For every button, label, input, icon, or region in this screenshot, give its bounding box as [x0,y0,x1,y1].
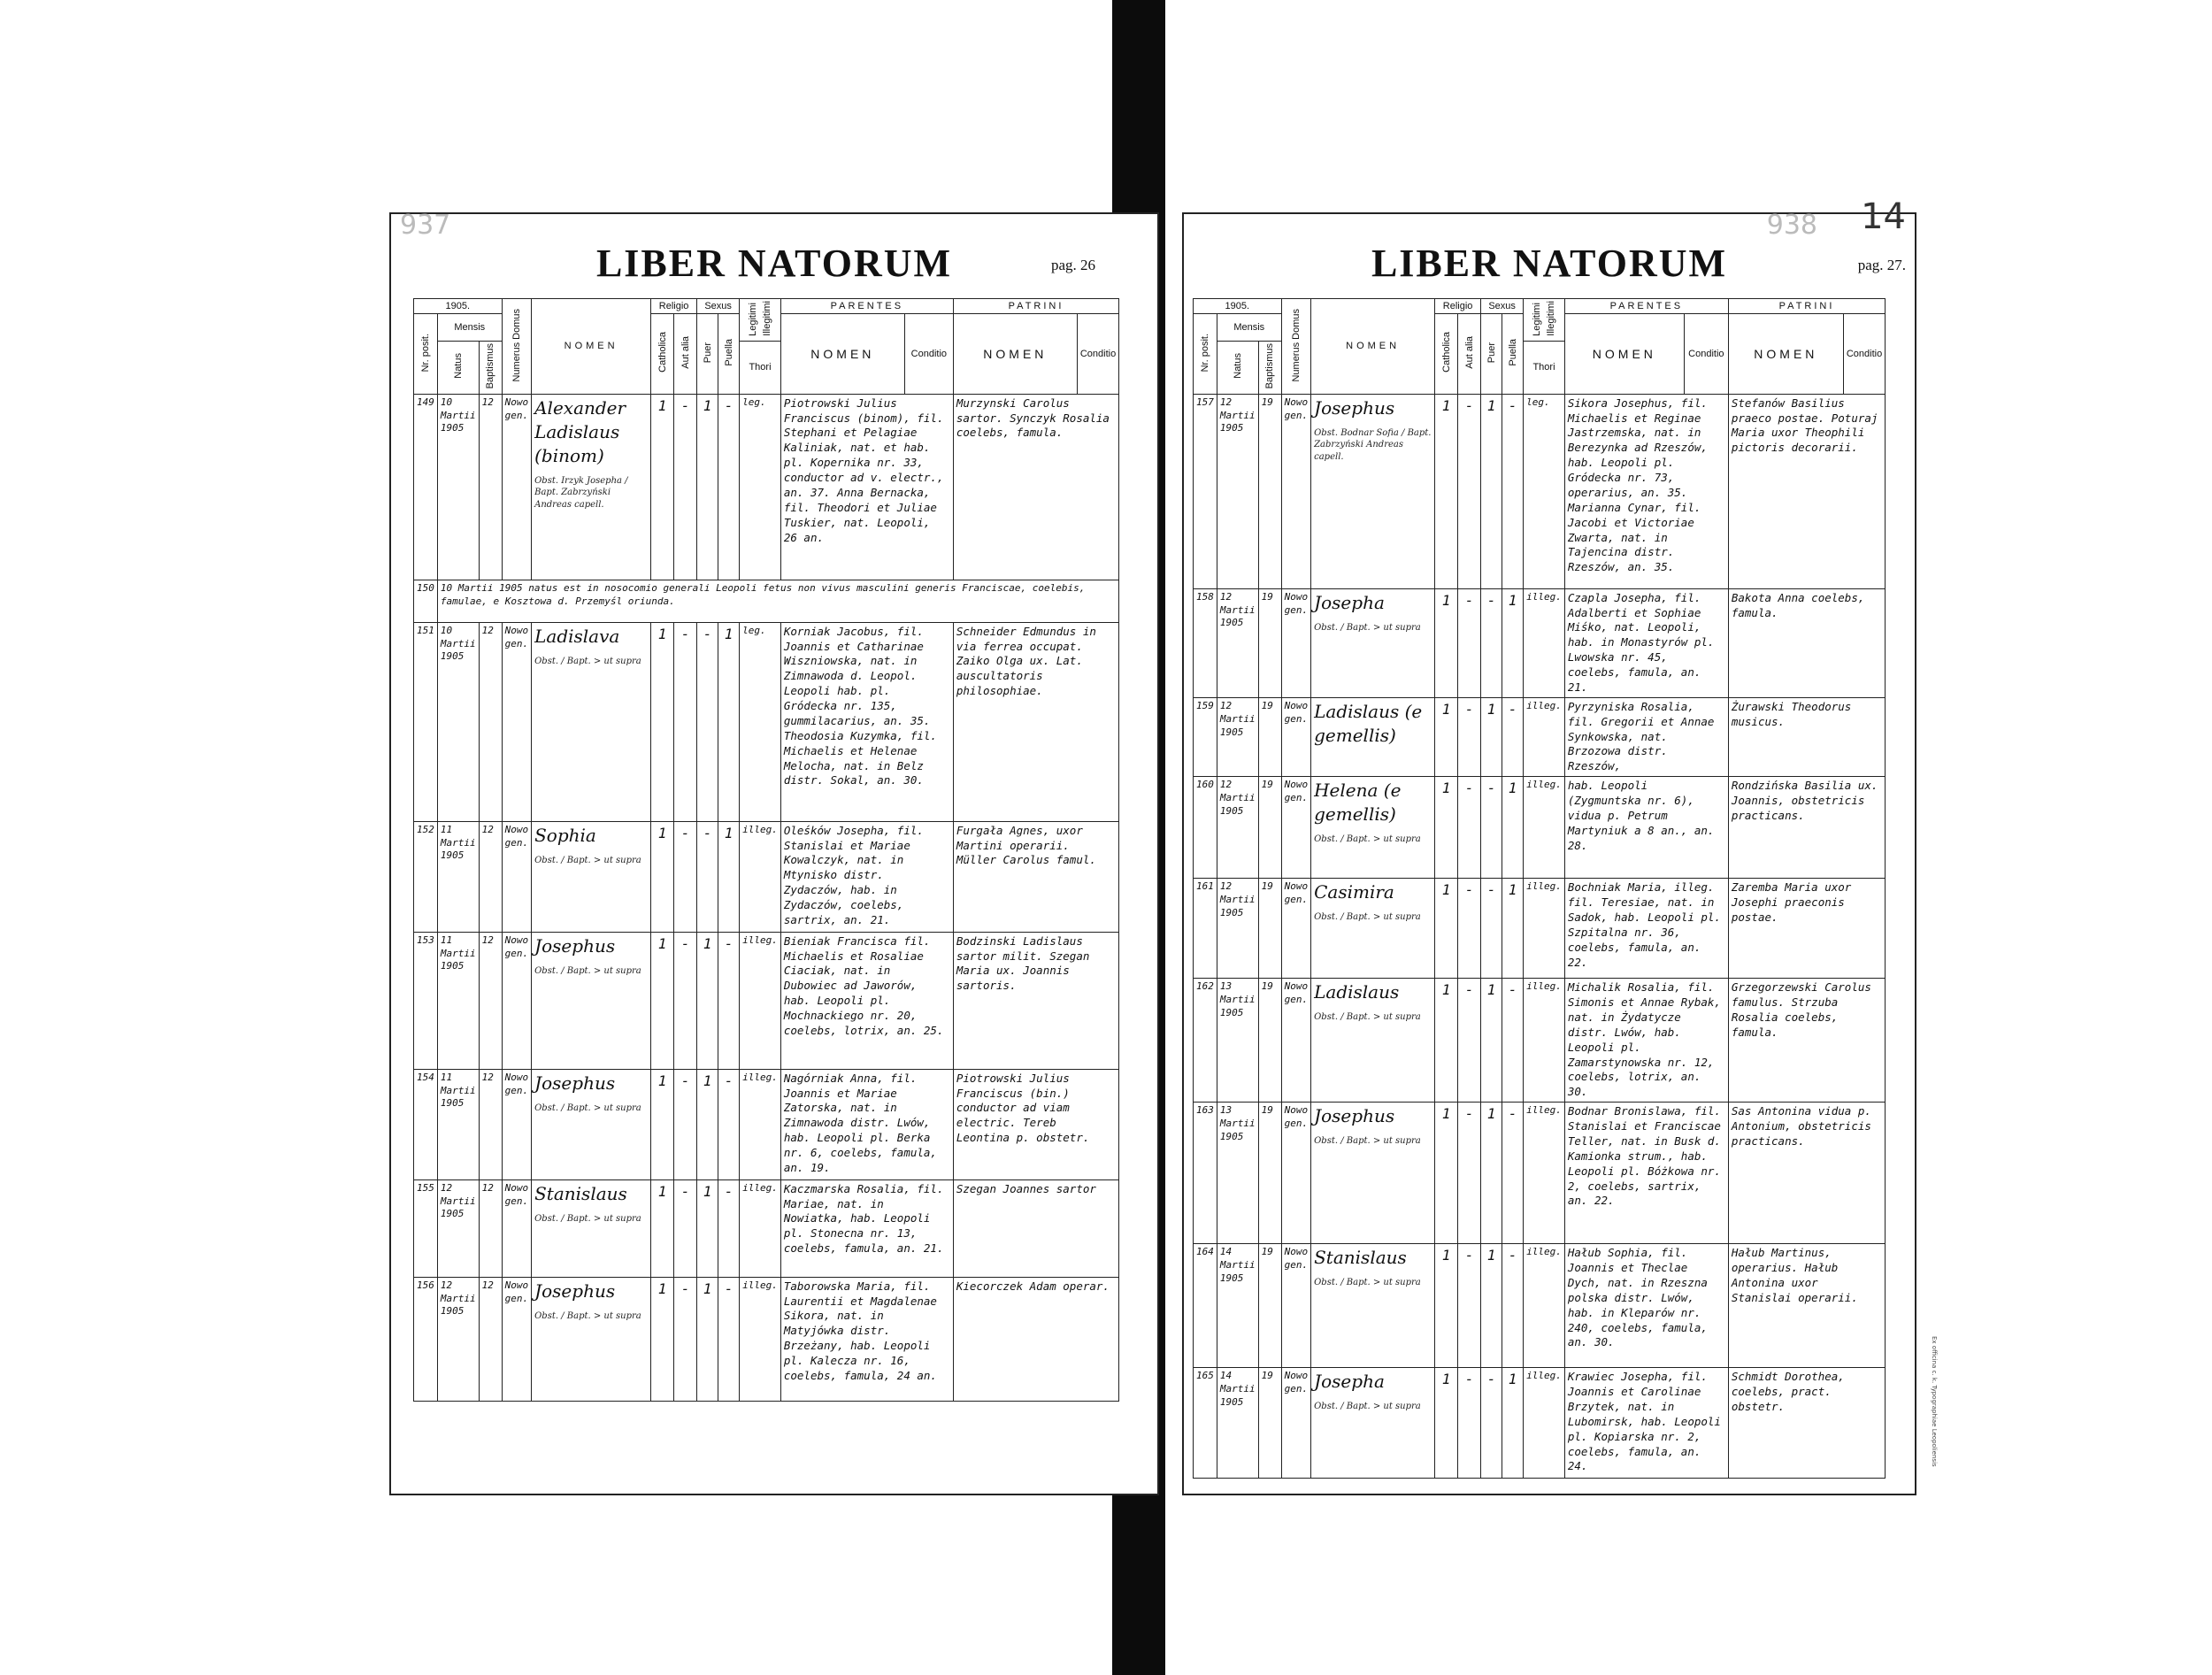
parents-entry: Hałub Sophia, fil. Joannis et Theclae Dych, nat. in Rzeszna polska distr. Lwów, hab. in Kleparów nr. 240, coelebs, famula, an. 30. [1564,1244,1728,1368]
nr-header: Nr. posit. [419,333,431,373]
obstetrix-baptizer: Obst. / Bapt. > ut supra [1314,1136,1421,1147]
entry-number: 159 [1194,697,1217,776]
baptism-date: 19 [1258,1368,1281,1479]
aut-alia-mark: - [1458,1368,1481,1479]
godparents-entry: Rondzińska Basilia ux. Joannis, obstetricis practicans. [1728,777,1885,879]
child-name: Josephus [1314,396,1395,419]
house-number: Nowo gen. [1281,588,1311,697]
parents-entry: Korniak Jacobus, fil. Joannis et Catharinae Wiszniowska, nat. in Zimnawoda d. Leopol. Leopoli hab. pl. Gródecka nr. 135, gummilacarius, an. 35. Theodosia Kuzymka, fil. Michaelis et Helenae Melocha, nat. in Belz distr. Sokal, an. 30. [780,622,953,821]
register-entry [1194,697,1886,776]
child-name-cell [1311,697,1435,776]
catholica-mark: 1 [651,932,674,1069]
parents-entry: Nagórniak Anna, fil. Joannis et Mariae Zatorska, nat. in Zimnawoda distr. Lwów, hab. Leopoli pl. Berka nr. 6, coelebs, famula, an. 19. [780,1069,953,1179]
entry-number: 164 [1194,1244,1217,1368]
baptism-date: 19 [1258,697,1281,776]
patrini-header: PATRINI [1728,299,1885,314]
register-entry [1194,777,1886,879]
birth-date: 12 Martii 1905 [1217,394,1258,588]
puer-mark: 1 [1481,394,1502,588]
puer-mark: - [1481,1368,1502,1479]
catholica-mark: 1 [1435,697,1458,776]
register-entry [1194,979,1886,1103]
puer-mark: 1 [697,394,718,580]
patrini-nomen-header: NOMEN [1728,314,1843,395]
register-entry [414,1277,1119,1401]
entry-note: 10 Martii 1905 natus est in nosocomio generali Leopoli fetus non vivus masculini generis Franciscae, coelebis, famulae, e Kosztowa d. Przemyśl oriunda. [437,580,1118,622]
child-name-cell [1311,879,1435,979]
entry-number: 160 [1194,777,1217,879]
obstetrix-baptizer: Obst. Irzyk Josepha / Bapt. Zabrzyński Andreas capell. [534,475,628,510]
catholica-mark: 1 [651,622,674,821]
house-number: Nowo gen. [502,1179,532,1277]
entry-number: 165 [1194,1368,1217,1479]
page-number: pag. 26 [1050,257,1095,273]
baptism-date: 12 [479,622,502,821]
nomen-header: NOMEN [1311,299,1435,395]
puer-mark: 1 [1481,697,1502,776]
obstetrix-baptizer: Obst. / Bapt. > ut supra [1314,1402,1421,1412]
entry-number: 161 [1194,879,1217,979]
baptism-date: 12 [479,1069,502,1179]
domus-header: Numerus Domus [511,308,522,382]
godparents-entry: Schneider Edmundus in via ferrea occupat. Zaiko Olga ux. Lat. auscultatoris philosophiae. [953,622,1118,821]
register-entry [414,821,1119,932]
thori-header: Thori [740,341,781,394]
birth-date: 13 Martii 1905 [1217,979,1258,1103]
parents-entry: Michalik Rosalia, fil. Simonis et Annae Rybak, nat. in Żydatycze distr. Lwów, hab. Leopoli pl. Zamarstynowska nr. 12, coelebs, lotrix, an. 30. [1564,979,1728,1103]
baptism-date: 12 [479,821,502,932]
aut-alia-mark: - [674,1179,697,1277]
obstetrix-baptizer: Obst. / Bapt. > ut supra [534,656,641,666]
register-table [1193,298,1886,1479]
puella-mark: - [718,932,740,1069]
obstetrix-baptizer: Obst. / Bapt. > ut supra [534,1310,641,1321]
child-name: Ladislaus [1314,981,1400,1003]
parents-entry: Sikora Josephus, fil. Michaelis et Reginae Jastrzemska, nat. in Berezynka ad Rzeszów, hab. Leopoli pl. Gródecka nr. 73, operarius, an. 35. Marianna Cynar, fil. Jacobi et Victoriae Zwarta, nat. in Tajencina distr. Rzeszów, an. 35. [1564,394,1728,588]
godparents-entry: Szegan Joannes sartor [953,1179,1118,1277]
parentes-nomen-header: NOMEN [1564,314,1684,395]
aut-alia-mark: - [674,622,697,821]
legitimacy: illeg. [740,1277,781,1401]
entry-number: 157 [1194,394,1217,588]
aut-alia-mark: - [674,1277,697,1401]
child-name-cell [532,932,651,1069]
house-number: Nowo gen. [502,932,532,1069]
register-entry [414,580,1119,622]
nr-header: Nr. posit. [1199,333,1210,373]
register-entry [414,622,1119,821]
obstetrix-baptizer: Obst. / Bapt. > ut supra [534,1103,641,1113]
godparents-entry: Furgała Agnes, uxor Martini operarii. Müller Carolus famul. [953,821,1118,932]
parents-entry: Bochniak Maria, illeg. fil. Teresiae, nat. in Sadok, hab. Leopoli pl. Szpitalna nr. 36, coelebs, famula, an. 22. [1564,879,1728,979]
birth-date: 12 Martii 1905 [1217,777,1258,879]
sexus-header: Sexus [1481,299,1524,314]
aut-alia-mark: - [674,821,697,932]
legitimacy: illeg. [740,1069,781,1179]
aut-alia-mark: - [1458,1244,1481,1368]
puella-mark: - [1502,979,1524,1103]
baptism-date: 12 [479,1179,502,1277]
puer-header: Puer [702,342,713,363]
entry-number: 149 [414,394,438,580]
baptism-date: 12 [479,394,502,580]
child-name: Ladislava [534,625,620,647]
legitimacy: leg. [1524,394,1565,588]
godparents-entry: Stefanów Basilius praeco postae. Poturaj Maria uxor Theophili pictoris decorarii. [1728,394,1885,588]
house-number: Nowo gen. [1281,697,1311,776]
thori-header: Thori [1524,341,1565,394]
puella-header: Puella [1507,339,1518,366]
house-number: Nowo gen. [1281,777,1311,879]
house-number: Nowo gen. [502,821,532,932]
parents-entry: Bieniak Francisca fil. Michaelis et Rosaliae Ciaciak, nat. in Dubowiec ad Jaworów, hab. Leopoli pl. Mochnackiego nr. 20, coelebs, lotrix, an. 25. [780,932,953,1069]
house-number: Nowo gen. [1281,1368,1311,1479]
birth-date: 13 Martii 1905 [1217,1103,1258,1244]
legitimacy: illeg. [1524,777,1565,879]
puella-mark: 1 [1502,1368,1524,1479]
year-cell: 1905. [414,299,503,314]
domus-header: Numerus Domus [1290,308,1302,382]
parents-entry: Bodnar Bronislawa, fil. Stanislai et Franciscae Teller, nat. in Busk d. Kamionka strum., hab. Leopoli pl. Bóżkowa nr. 2, coelebs, sartrix, an. 22. [1564,1103,1728,1244]
register-entry [1194,588,1886,697]
puella-mark: - [1502,1103,1524,1244]
child-name: Casimira [1314,881,1394,903]
printer-note: Ex officina c. k. Typographiae Leopoliensis [1931,1336,1938,1467]
register-entry [1194,879,1886,979]
patrini-nomen-header: NOMEN [953,314,1077,395]
entry-number: 155 [414,1179,438,1277]
puella-mark: 1 [1502,588,1524,697]
godparents-entry: Murzynski Carolus sartor. Synczyk Rosalia coelebs, famula. [953,394,1118,580]
birth-date: 12 Martii 1905 [1217,697,1258,776]
legitimacy: illeg. [1524,1368,1565,1479]
child-name-cell [532,1179,651,1277]
register-entry [1194,1244,1886,1368]
child-name-cell [1311,394,1435,588]
puer-mark: 1 [697,1069,718,1179]
leaf-number: 14 [1861,196,1906,237]
legitimacy: leg. [740,394,781,580]
parentes-conditio-header: Conditio [1684,314,1728,395]
entry-number: 163 [1194,1103,1217,1244]
register-entry [1194,1103,1886,1244]
puella-mark: - [718,1179,740,1277]
child-name-cell [532,1277,651,1401]
parents-entry: Taborowska Maria, fil. Laurentii et Magdalenae Sikora, nat. in Matyjówka distr. Brzeżany, hab. Leopoli pl. Kalecza nr. 16, coelebs, famula, 24 an. [780,1277,953,1401]
house-number: Nowo gen. [502,622,532,821]
autalia-header: Aut alia [680,336,691,369]
parents-entry: Kaczmarska Rosalia, fil. Mariae, nat. in Nowiatka, hab. Leopoli pl. Stonecna nr. 13, coelebs, famula, an. 21. [780,1179,953,1277]
catholica-mark: 1 [1435,1368,1458,1479]
birth-date: 12 Martii 1905 [1217,588,1258,697]
year-cell: 1905. [1194,299,1282,314]
register-entry [414,932,1119,1069]
catholica-mark: 1 [1435,394,1458,588]
child-name-cell [532,394,651,580]
legitimacy: illeg. [1524,979,1565,1103]
catholica-mark: 1 [1435,979,1458,1103]
aut-alia-mark: - [1458,879,1481,979]
autalia-header: Aut alia [1463,336,1475,369]
legitimacy: illeg. [1524,1103,1565,1244]
birth-date: 12 Martii 1905 [437,1277,479,1401]
register-entry [1194,1368,1886,1479]
child-name: Alexander Ladislaus (binom) [534,396,626,466]
catholica-mark: 1 [651,821,674,932]
house-number: Nowo gen. [1281,1103,1311,1244]
puer-mark: - [697,622,718,821]
aut-alia-mark: - [1458,1103,1481,1244]
baptism-date: 19 [1258,1103,1281,1244]
patrini-header: PATRINI [953,299,1118,314]
baptism-date: 19 [1258,1244,1281,1368]
catholica-mark: 1 [1435,1103,1458,1244]
aut-alia-mark: - [1458,697,1481,776]
baptism-date: 19 [1258,394,1281,588]
entry-number: 151 [414,622,438,821]
parentes-header: PARENTES [780,299,953,314]
birth-date: 12 Martii 1905 [1217,879,1258,979]
aut-alia-mark: - [674,1069,697,1179]
child-name: Josepha [1314,591,1385,613]
legitimacy: illeg. [740,821,781,932]
child-name-cell [532,821,651,932]
obstetrix-baptizer: Obst. / Bapt. > ut supra [1314,834,1421,845]
godparents-entry: Żurawski Theodorus musicus. [1728,697,1885,776]
obstetrix-baptizer: Obst. Bodnar Sofia / Bapt. Zabrzyński Andreas capell. [1314,427,1432,462]
parents-entry: Pyrzyniska Rosalia, fil. Gregorii et Annae Synkowska, nat. Brzozowa distr. Rzeszów, [1564,697,1728,776]
house-number: Nowo gen. [1281,394,1311,588]
mensis-header: Mensis [1217,314,1281,342]
parents-entry: hab. Leopoli (Zygmuntska nr. 6), vidua p. Petrum Martyniuk a 8 an., an. 28. [1564,777,1728,879]
natus-header: Natus [452,353,464,380]
house-number: Nowo gen. [1281,979,1311,1103]
obstetrix-baptizer: Obst. / Bapt. > ut supra [1314,622,1421,633]
puella-mark: 1 [718,622,740,821]
child-name-cell [1311,588,1435,697]
puella-mark: - [718,1277,740,1401]
godparents-entry: Schmidt Dorothea, coelebs, pract. obstetr. [1728,1368,1885,1479]
child-name-cell [1311,1368,1435,1479]
catholica-header: Catholica [657,332,668,373]
child-name-cell [1311,777,1435,879]
archive-number: 937 [400,210,451,241]
house-number: Nowo gen. [502,1069,532,1179]
child-name-cell [532,1069,651,1179]
child-name: Stanislaus [1314,1247,1407,1269]
house-number: Nowo gen. [1281,879,1311,979]
catholica-mark: 1 [1435,879,1458,979]
puella-mark: - [1502,1244,1524,1368]
child-name-cell [1311,1244,1435,1368]
parents-entry: Piotrowski Julius Franciscus (binom), fil. Stephani et Pelagiae Kaliniak, nat. et hab. pl. Kopernika nr. 33, conductor ad v. electr., an. 37. Anna Bernacka, fil. Theodori et Juliae Tuskier, nat. Leopoli, 26 an. [780,394,953,580]
register-entry [414,1179,1119,1277]
godparents-entry: Zaremba Maria uxor Josephi praeconis postae. [1728,879,1885,979]
house-number: Nowo gen. [502,394,532,580]
baptism-date: 19 [1258,979,1281,1103]
child-name: Sophia [534,824,596,846]
aut-alia-mark: - [1458,777,1481,879]
puella-mark: - [1502,394,1524,588]
godparents-entry: Bodzinski Ladislaus sartor milit. Szegan Maria ux. Joannis sartoris. [953,932,1118,1069]
legitimacy: illeg. [740,1179,781,1277]
legitimacy: illeg. [1524,697,1565,776]
child-name: Ladislaus (e gemellis) [1314,700,1423,746]
house-number: Nowo gen. [1281,1244,1311,1368]
right-page [1182,196,1938,1495]
obstetrix-baptizer: Obst. / Bapt. > ut supra [534,1213,641,1224]
catholica-mark: 1 [651,394,674,580]
godparents-entry: Sas Antonina vidua p. Antonium, obstetricis practicans. [1728,1103,1885,1244]
puer-mark: 1 [1481,1103,1502,1244]
baptism-date: 12 [479,1277,502,1401]
house-number: Nowo gen. [502,1277,532,1401]
puella-mark: 1 [718,821,740,932]
bapt-header: Baptismus [485,343,496,389]
puer-mark: 1 [697,1179,718,1277]
puella-mark: 1 [1502,879,1524,979]
aut-alia-mark: - [674,394,697,580]
puella-mark: - [718,394,740,580]
obstetrix-baptizer: Obst. / Bapt. > ut supra [534,965,641,976]
patrini-conditio-header: Conditio [1843,314,1885,395]
puella-mark: 1 [1502,777,1524,879]
catholica-mark: 1 [1435,588,1458,697]
puer-mark: - [1481,777,1502,879]
aut-alia-mark: - [1458,588,1481,697]
puella-header: Puella [723,339,734,366]
child-name: Josephus [534,1279,616,1302]
parentes-nomen-header: NOMEN [780,314,904,395]
catholica-mark: 1 [1435,1244,1458,1368]
birth-date: 11 Martii 1905 [437,932,479,1069]
entry-number: 152 [414,821,438,932]
catholica-mark: 1 [651,1069,674,1179]
puer-mark: - [1481,879,1502,979]
legitimacy: illeg. [740,932,781,1069]
puer-mark: 1 [1481,1244,1502,1368]
legit-header: Legitimi [1532,302,1543,336]
natus-header: Natus [1232,353,1243,380]
puella-mark: - [1502,697,1524,776]
puer-mark: 1 [1481,979,1502,1103]
parents-entry: Krawiec Josepha, fil. Joannis et Carolinae Brzytek, nat. in Lubomirsk, hab. Leopoli pl. Kopiarska nr. 2, coelebs, famula, an. 24. [1564,1368,1728,1479]
child-name-cell [532,622,651,821]
child-name: Stanislaus [534,1182,627,1204]
child-name-cell [1311,979,1435,1103]
birth-date: 12 Martii 1905 [437,1179,479,1277]
catholica-mark: 1 [651,1179,674,1277]
left-page [389,212,1159,1495]
entry-number: 154 [414,1069,438,1179]
illeg-header: Illegitimi [1545,301,1556,336]
birth-date: 10 Martii 1905 [437,394,479,580]
obstetrix-baptizer: Obst. / Bapt. > ut supra [534,855,641,865]
puer-mark: - [1481,588,1502,697]
patrini-conditio-header: Conditio [1077,314,1118,395]
child-name-cell [1311,1103,1435,1244]
legitimacy: illeg. [1524,879,1565,979]
obstetrix-baptizer: Obst. / Bapt. > ut supra [1314,1012,1421,1023]
birth-date: 11 Martii 1905 [437,1069,479,1179]
religio-header: Religio [1435,299,1481,314]
obstetrix-baptizer: Obst. / Bapt. > ut supra [1314,1278,1421,1288]
illeg-header: Illegitimi [761,301,772,336]
legitimacy: illeg. [1524,1244,1565,1368]
aut-alia-mark: - [674,932,697,1069]
catholica-mark: 1 [1435,777,1458,879]
birth-date: 10 Martii 1905 [437,622,479,821]
register-table [413,298,1119,1402]
entry-number: 158 [1194,588,1217,697]
birth-date: 14 Martii 1905 [1217,1244,1258,1368]
parents-entry: Oleśków Josepha, fil. Stanislai et Mariae Kowalczyk, nat. in Mtynisko distr. Zydaczów, hab. in Zydaczów, coelebs, sartrix, an. 21. [780,821,953,932]
catholica-header: Catholica [1440,332,1452,373]
godparents-entry: Hałub Martinus, operarius. Hałub Antonina uxor Stanislai operarii. [1728,1244,1885,1368]
archive-number: 938 [1766,210,1817,241]
child-name: Josephus [1314,1105,1395,1127]
aut-alia-mark: - [1458,394,1481,588]
entry-number: 162 [1194,979,1217,1103]
page-title: LIBER NATORUM [1371,242,1728,285]
child-name: Josepha [1314,1371,1385,1393]
baptism-date: 19 [1258,879,1281,979]
register-entry [1194,394,1886,588]
entry-number: 150 [414,580,438,622]
godparents-entry: Bakota Anna coelebs, famula. [1728,588,1885,697]
puer-mark: 1 [697,1277,718,1401]
parentes-conditio-header: Conditio [904,314,953,395]
bapt-header: Baptismus [1264,343,1276,389]
puer-mark: - [697,821,718,932]
child-name: Josephus [534,934,616,957]
puer-header: Puer [1486,342,1497,363]
godparents-entry: Grzegorzewski Carolus famulus. Strzuba Rosalia coelebs, famula. [1728,979,1885,1103]
legit-header: Legitimi [748,302,759,336]
godparents-entry: Kiecorczek Adam operar. [953,1277,1118,1401]
nomen-header: NOMEN [532,299,651,395]
obstetrix-baptizer: Obst. / Bapt. > ut supra [1314,912,1421,923]
godparents-entry: Piotrowski Julius Franciscus (bin.) conductor ad viam electric. Tereb Leontina p. obstetr. [953,1069,1118,1179]
birth-date: 14 Martii 1905 [1217,1368,1258,1479]
aut-alia-mark: - [1458,979,1481,1103]
child-name: Helena (e gemellis) [1314,780,1402,826]
catholica-mark: 1 [651,1277,674,1401]
legitimacy: illeg. [1524,588,1565,697]
parentes-header: PARENTES [1564,299,1728,314]
baptism-date: 12 [479,932,502,1069]
child-name: Josephus [534,1072,616,1094]
legitimacy: leg. [740,622,781,821]
page-title: LIBER NATORUM [595,242,953,285]
sexus-header: Sexus [697,299,740,314]
birth-date: 11 Martii 1905 [437,821,479,932]
mensis-header: Mensis [437,314,502,342]
puella-mark: - [718,1069,740,1179]
baptism-date: 19 [1258,777,1281,879]
entry-number: 156 [414,1277,438,1401]
page-number: pag. 27. [1857,257,1906,273]
religio-header: Religio [651,299,697,314]
puer-mark: 1 [697,932,718,1069]
parents-entry: Czapla Josepha, fil. Adalberti et Sophiae Miśko, nat. Leopoli, hab. in Monastyrów pl. Lwowska nr. 45, coelebs, famula, an. 21. [1564,588,1728,697]
entry-number: 153 [414,932,438,1069]
baptism-date: 19 [1258,588,1281,697]
register-entry [414,1069,1119,1179]
register-entry [414,394,1119,580]
